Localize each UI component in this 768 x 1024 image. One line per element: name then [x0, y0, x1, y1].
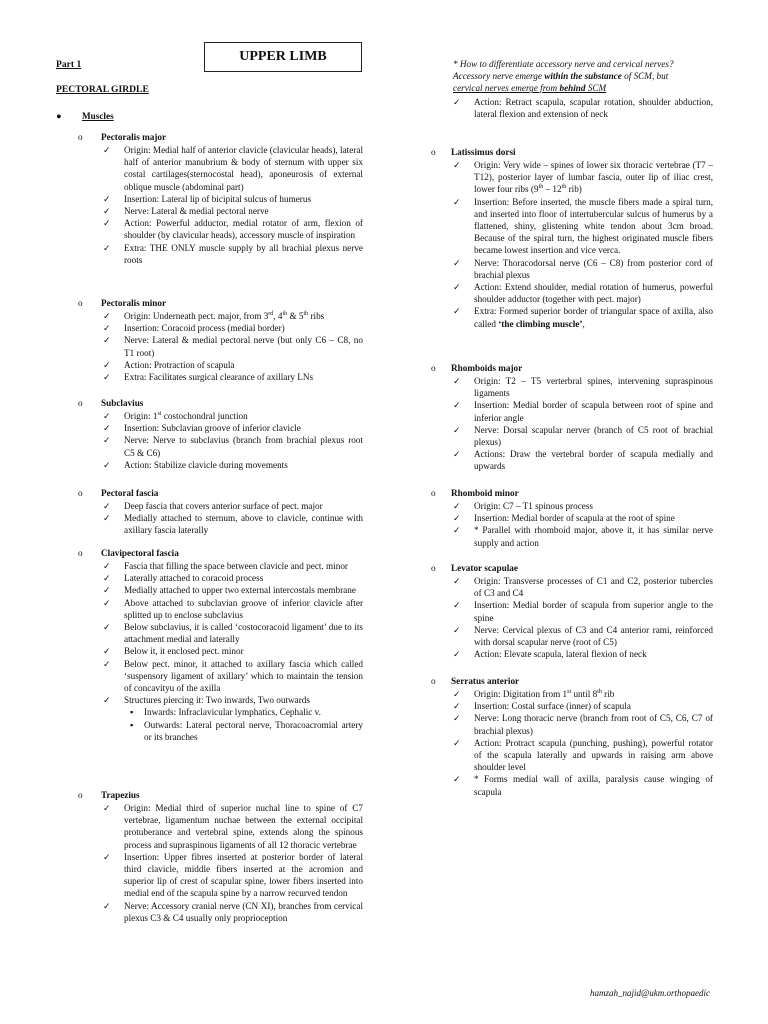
- muscle-heading: [56, 397, 363, 410]
- check-icon: ✓: [103, 335, 111, 346]
- check-icon: ✓: [103, 900, 111, 911]
- item-text: Fascia that filling the space between clavicle and pect. minor: [124, 561, 348, 571]
- check-icon: ✓: [103, 573, 111, 584]
- item-text: Below subclavius, it is called ‘costocoracoid ligament’ due to its attachment medial and laterally: [124, 622, 363, 645]
- item-text: Insertion: Medial border of scapula at the root of spine: [474, 513, 675, 524]
- square-bullet-icon: ▪: [130, 719, 134, 730]
- list-item: [431, 159, 713, 196]
- item-text: Extra: Facilitates surgical clearance of axillary LNs: [124, 372, 314, 383]
- list-item: [431, 648, 713, 660]
- list-item: [431, 575, 713, 599]
- circle-bullet-icon: o: [431, 363, 436, 373]
- list-item: [431, 305, 713, 329]
- list-item: [431, 448, 713, 472]
- check-icon: ✓: [453, 282, 461, 293]
- muscle-name: Pectoralis minor: [101, 298, 167, 308]
- check-icon: ✓: [453, 160, 461, 170]
- item-text: Insertion: Before inserted, the muscle fibers made a spiral turn, and inserted into floor of intertubercular sulcus of humerus by a flattened, shiny, glistening white tendon about 3cm broad. Because of the spiral turn, the highest originated muscle fibers became lowest insertion and vice verca.: [474, 196, 713, 256]
- sub-item: [56, 719, 363, 743]
- item-text: Nerve: Accessory cranial nerve (CN XI), branches from cervical plexus C3 & C4 usually only proprioception: [124, 900, 363, 923]
- list-item: [56, 334, 363, 358]
- muscle-name: Pectoralis major: [101, 132, 167, 142]
- part-label: Part 1: [56, 59, 82, 70]
- muscle-heading: [431, 562, 713, 575]
- list-item: [56, 193, 363, 205]
- check-icon: ✓: [103, 193, 111, 204]
- list-item: [56, 851, 363, 900]
- muscle-heading: [431, 146, 713, 159]
- item-text: Inwards: Infraclavicular lymphatics, Cephalic v.: [144, 707, 321, 718]
- sub-item: [56, 706, 363, 718]
- list-item: [56, 694, 363, 706]
- item-text: Origin: Transverse processes of C1 and C2, posterior tubercles of C3 and C4: [474, 576, 713, 599]
- item-text: Origin: T2 – T5 verterbral spines, intervening supraspinous ligaments: [474, 376, 713, 399]
- item-text: Medially attached to sternum, above to clavicle, continue with axillary fascia laterally: [124, 513, 363, 536]
- muscle-heading: [56, 789, 363, 802]
- check-icon: ✓: [103, 359, 111, 370]
- list-item: [56, 900, 363, 924]
- item-text: Action: Protraction of scapula: [124, 359, 235, 370]
- list-item: [56, 597, 363, 621]
- check-icon: ✓: [103, 597, 111, 608]
- nerve-note: * How to differentiate accessory nerve and cervical nerves? Accessory nerve emerge within the substance of SCM, but cervical nerves emerge from behind SCM: [453, 59, 674, 94]
- check-icon: ✓: [103, 311, 111, 321]
- list-item: [431, 700, 713, 712]
- list-item: [56, 584, 363, 596]
- item-text: Action: Extend shoulder, medial rotation of humerus, powerful shoulder adductor (together with pect. major): [474, 282, 713, 305]
- list-item: [56, 560, 363, 572]
- item-text: Insertion: Lateral lip of bicipital sulcus of humerus: [124, 193, 312, 204]
- muscle-name: Rhomboids major: [451, 363, 523, 373]
- list-item: ✓ Action: Retract scapula, scapular rotation, shoulder abduction, lateral flexion and extension of neck: [453, 97, 713, 120]
- list-item: [56, 322, 363, 334]
- check-icon: ✓: [103, 323, 111, 334]
- item-text: Insertion: Costal surface (inner) of scapula: [474, 701, 631, 712]
- list-item: [431, 737, 713, 774]
- list-item: [431, 599, 713, 623]
- check-icon: ✓: [103, 658, 111, 669]
- item-text: Nerve: Cervical plexus of C3 and C4 anterior rami, reinforced with dorsal scapular nerve (root of C5): [474, 624, 713, 648]
- muscle-block: [56, 547, 363, 743]
- item-text: Action: Elevate scapula, lateral flexion of neck: [474, 649, 647, 660]
- muscle-name: Pectoral fascia: [101, 488, 159, 498]
- item-text: Origin: Digitation from 1st until 8th rib: [474, 688, 615, 699]
- muscle-block: [431, 487, 713, 549]
- list-item: [56, 572, 363, 584]
- item-text: Origin: 1st costochondral junction: [124, 410, 248, 421]
- list-item: [431, 624, 713, 648]
- list-item: [56, 802, 363, 851]
- check-icon: ✓: [103, 851, 111, 862]
- item-text: * Forms medial wall of axilla, paralysis cause winging of scapula: [474, 774, 713, 797]
- circle-bullet-icon: o: [431, 147, 436, 157]
- check-icon: ✓: [103, 242, 111, 253]
- list-item: [56, 144, 363, 193]
- check-icon: ✓: [453, 257, 461, 268]
- check-icon: ✓: [453, 624, 461, 635]
- footer-credit: hamzah_najid@ukm.orthopaedic: [589, 988, 710, 998]
- item-text: Extra: Formed superior border of triangular space of axilla, also called ‘the climbing muscle’,: [474, 306, 713, 329]
- list-item: [56, 500, 363, 512]
- item-text: Medially attached to upper two external intercostals membrane: [124, 585, 356, 596]
- muscle-block: [56, 397, 363, 471]
- check-icon: ✓: [453, 400, 461, 411]
- trapezius-action: [431, 96, 713, 120]
- check-icon: ✓: [103, 206, 111, 217]
- muscle-heading: [431, 675, 713, 688]
- item-text: Origin: Very wide – spines of lower six thoracic vertebrae (T7 – T12), posterior layer of lumbar fascia, outer lip of iliac crest, lower four ribs (9th – 12th rib): [474, 160, 713, 195]
- item-text: Insertion: Coracoid process (medial border): [124, 323, 285, 334]
- circle-bullet-icon: o: [78, 398, 83, 408]
- check-icon: ✓: [103, 561, 111, 571]
- check-icon: ✓: [453, 376, 461, 386]
- check-icon: ✓: [103, 435, 111, 446]
- muscle-block: [431, 562, 713, 660]
- muscles-heading: ● Muscles: [56, 111, 114, 121]
- check-icon: ✓: [103, 218, 111, 229]
- item-text: Nerve: Dorsal scapular nerver (branch of C5 root of brachial plexus): [474, 424, 713, 448]
- square-bullet-icon: ▪: [130, 707, 134, 718]
- check-icon: ✓: [103, 513, 111, 524]
- muscle-name: Rhomboid minor: [451, 488, 519, 498]
- check-icon: ✓: [103, 459, 111, 470]
- muscle-heading: [431, 487, 713, 500]
- list-item: [56, 621, 363, 645]
- circle-bullet-icon: o: [78, 132, 83, 142]
- check-icon: ✓: [453, 449, 461, 460]
- item-text: Outwards: Lateral pectoral nerve, Thoracoacromial artery or its branches: [144, 719, 363, 742]
- muscle-heading: [56, 297, 363, 310]
- list-item: [56, 512, 363, 536]
- item-text: Insertion: Upper fibres inserted at posterior border of lateral third clavicle, middle fibers inserted at the acromion and superior lip of crest of scapular spine, lower fibers inserted into medial end of the scapula spine by a narrow recurved tendon: [124, 851, 363, 899]
- item-text: Nerve: Thoracodorsal nerve (C6 – C8) from posterior cord of brachial plexus: [474, 257, 713, 280]
- list-item: [431, 424, 713, 448]
- muscle-block: [56, 297, 363, 383]
- item-text: Nerve: Long thoracic nerve (branch from root of C5, C6, C7 of brachial plexus): [474, 713, 713, 736]
- item-text: Deep fascia that covers anterior surface of pect. major: [124, 501, 323, 511]
- list-item: [431, 399, 713, 423]
- circle-bullet-icon: o: [431, 488, 436, 498]
- list-item: [56, 242, 363, 266]
- muscle-name: Latissimus dorsi: [451, 147, 516, 157]
- check-icon: ✓: [453, 306, 461, 317]
- muscle-heading: [56, 487, 363, 500]
- item-text: Below it, it enclosed pect. minor: [124, 646, 244, 657]
- page-title: UPPER LIMB: [204, 42, 362, 72]
- item-text: Below pect. minor, it attached to axillary fascia which called ‘suspensory ligament of axillary’ which to maintain the tension of concavityu of the axilla: [124, 658, 363, 694]
- item-text: Nerve: Lateral & medial pectoral nerve: [124, 206, 269, 217]
- list-item: [431, 281, 713, 305]
- muscle-name: Levator scapulae: [451, 563, 518, 573]
- check-icon: ✓: [453, 600, 461, 611]
- muscle-name: Trapezius: [101, 790, 140, 800]
- item-text: Origin: Medial third of superior nuchal line to spine of C7 vertebrae, ligamentum nuchae between the external occipital protuberance and vertebral spine, extends along the spinous process and supraspinous ligaments of all 12 thoracic vertebrae: [124, 803, 363, 850]
- item-text: Structures piercing it: Two inwards, Two outwards: [124, 695, 310, 706]
- item-text: Actions: Draw the vertebral border of scapula medially and upwards: [474, 449, 713, 472]
- item-text: Origin: C7 – T1 spinous process: [474, 501, 594, 511]
- check-icon: ✓: [453, 97, 461, 107]
- check-icon: ✓: [453, 196, 461, 207]
- check-icon: ✓: [103, 501, 111, 511]
- check-icon: ✓: [453, 774, 461, 785]
- bullet-icon: ●: [56, 111, 62, 121]
- check-icon: ✓: [103, 646, 111, 657]
- item-text: Insertion: Medial border of scapula from superior angle to the spine: [474, 600, 713, 623]
- list-item: [56, 645, 363, 657]
- check-icon: ✓: [103, 803, 111, 813]
- check-icon: ✓: [103, 372, 111, 383]
- list-item: [56, 371, 363, 383]
- list-item: [56, 205, 363, 217]
- check-icon: ✓: [453, 701, 461, 712]
- muscle-heading: [56, 131, 363, 144]
- check-icon: ✓: [453, 525, 461, 536]
- item-text: Action: Stabilize clavicle during movements: [124, 459, 288, 470]
- check-icon: ✓: [453, 737, 461, 748]
- muscle-block: [431, 146, 713, 330]
- list-item: [431, 500, 713, 512]
- check-icon: ✓: [103, 423, 111, 434]
- circle-bullet-icon: o: [431, 563, 436, 573]
- muscle-block: [431, 675, 713, 798]
- item-text: Nerve: Nerve to subclavius (branch from brachial plexus root C5 & C6): [124, 435, 363, 458]
- list-item: [56, 359, 363, 371]
- list-item: [431, 196, 713, 257]
- check-icon: ✓: [453, 689, 461, 699]
- item-text: Origin: Medial half of anterior clavicle (clavicular heads), lateral half of anterior manubrium & body of sternum with upper six costal cartilages(sternocostal head), aponeurosis of external oblique muscle (abdominal part): [124, 145, 363, 192]
- circle-bullet-icon: o: [78, 488, 83, 498]
- check-icon: ✓: [103, 585, 111, 596]
- list-item: [56, 434, 363, 458]
- item-text: Insertion: Subclavian groove of inferior clavicle: [124, 423, 301, 434]
- circle-bullet-icon: o: [78, 548, 83, 558]
- section-heading: PECTORAL GIRDLE: [56, 84, 149, 95]
- item-text: Insertion: Medial border of scapula between root of spine and inferior angle: [474, 400, 713, 423]
- list-item: [431, 712, 713, 736]
- item-text: * Parallel with rhomboid major, above it, it has similar nerve supply and action: [474, 525, 713, 548]
- muscle-heading: [431, 362, 713, 375]
- check-icon: ✓: [103, 622, 111, 633]
- list-item: [431, 773, 713, 797]
- check-icon: ✓: [453, 713, 461, 724]
- list-item: [431, 512, 713, 524]
- list-item: [431, 375, 713, 399]
- list-item: [56, 422, 363, 434]
- muscle-block: [56, 789, 363, 924]
- muscle-name: Subclavius: [101, 398, 144, 408]
- list-item: [56, 217, 363, 241]
- list-item: [431, 688, 713, 700]
- muscle-name: Clavipectoral fascia: [101, 548, 179, 558]
- item-text: Action: Protract scapula (punching, pushing), powerful rotator of the scapula laterally and upwards in raising arm above shoulder level: [474, 737, 713, 773]
- list-item: [56, 658, 363, 695]
- list-item: [56, 310, 363, 322]
- muscle-name: Serratus anterior: [451, 676, 520, 686]
- check-icon: ✓: [453, 576, 461, 586]
- muscle-block: [56, 131, 363, 266]
- muscle-block: [431, 362, 713, 473]
- list-item: [431, 257, 713, 281]
- item-text: Nerve: Lateral & medial pectoral nerve (but only C6 – C8, no T1 root): [124, 335, 363, 358]
- check-icon: ✓: [103, 411, 111, 421]
- item-text: Action: Powerful adductor, medial rotator of arm, flexion of shoulder (by clavicular heads), accessory muscle of inspiration: [124, 218, 363, 241]
- item-text: Laterally attached to coracoid process: [124, 573, 264, 584]
- muscle-block: [56, 487, 363, 537]
- circle-bullet-icon: o: [78, 790, 83, 800]
- muscle-heading: [56, 547, 363, 560]
- list-item: [431, 524, 713, 548]
- item-text: Origin: Underneath pect. major, from 3rd, 4th & 5th ribs: [124, 310, 325, 321]
- check-icon: ✓: [453, 501, 461, 511]
- check-icon: ✓: [453, 649, 461, 660]
- circle-bullet-icon: o: [78, 298, 83, 308]
- circle-bullet-icon: o: [431, 676, 436, 686]
- list-item: [56, 459, 363, 471]
- check-icon: ✓: [453, 513, 461, 524]
- check-icon: ✓: [103, 145, 111, 155]
- list-item: [56, 410, 363, 422]
- item-text: Above attached to subclavian groove of inferior clavicle after splitted up to enclose subclavius: [124, 597, 363, 620]
- check-icon: ✓: [453, 424, 461, 435]
- check-icon: ✓: [103, 695, 111, 706]
- item-text: Extra: THE ONLY muscle supply by all brachial plexus nerve roots: [124, 242, 363, 265]
